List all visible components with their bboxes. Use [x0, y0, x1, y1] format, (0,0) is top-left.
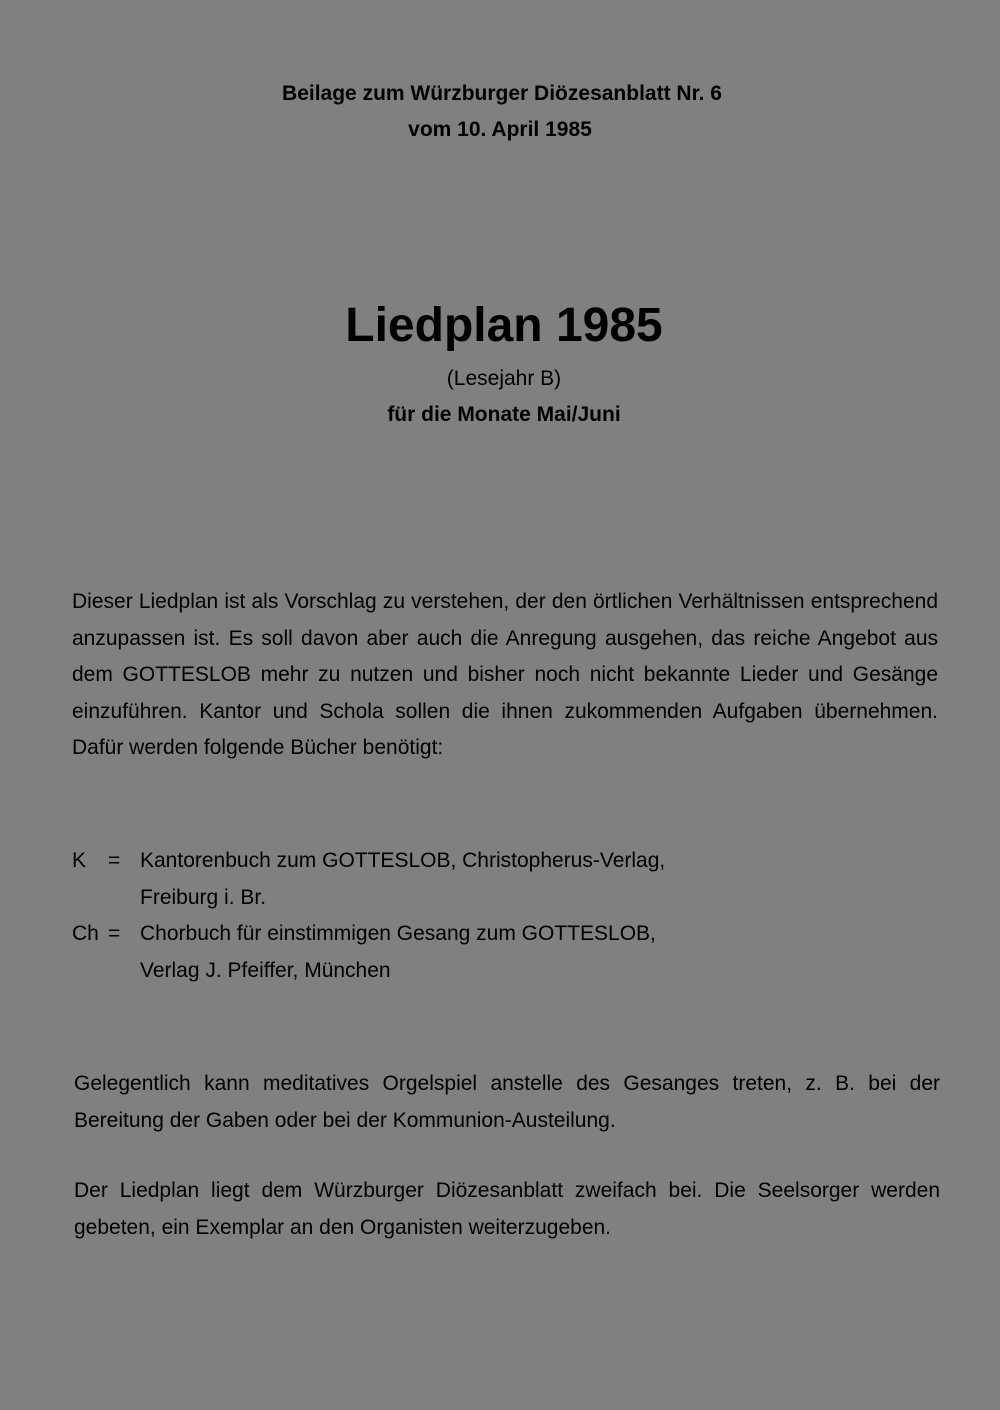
abbreviation-kantorenbuch [72, 843, 952, 916]
abbreviation-text: Kantorenbuch zum GOTTESLOB, Christopherus-Verlag, [140, 849, 666, 872]
reading-year: (Lesejahr B) [446, 367, 562, 390]
abbreviation-key: Ch [72, 922, 99, 945]
abbreviation-key: K [72, 849, 87, 872]
equals-sign: = [108, 849, 121, 872]
intro-paragraph: Dieser Liedplan ist als Vorschlag zu verstehen, der den örtlichen Verhältnissen entsprechend anzupassen ist. Es soll davon aber auch die Anregung ausgehen, das reiche Angebot aus dem GOTTESLOB mehr zu nutzen und bisher noch nicht bekannte Lieder und Gesänge einzuführen. Kantor und Schola sollen die ihnen zukommenden Aufgaben übernehmen. Dafür werden folgende Bücher benötigt: [72, 590, 938, 759]
abbreviation-chorbuch [72, 916, 952, 989]
equals-sign: = [108, 922, 121, 945]
abbreviation-text-continued: Freiburg i. Br. [140, 885, 267, 909]
title-block [0, 296, 1000, 430]
closing-paragraph: Der Liedplan liegt dem Würzburger Diözesanblatt zweifach bei. Die Seelsorger werden gebeten, ein Exemplar an den Organisten weiterzugeben. [74, 1179, 940, 1239]
organ-note-paragraph: Gelegentlich kann meditatives Orgelspiel anstelle des Gesanges treten, z. B. bei der Bereitung der Gaben oder bei der Kommunion-Austeilung. [74, 1072, 940, 1132]
supplement-line: Beilage zum Würzburger Diözesanblatt Nr. 6 [282, 82, 722, 105]
abbreviation-text: Chorbuch für einstimmigen Gesang zum GOTTESLOB, [140, 922, 656, 945]
abbreviation-text-continued: Verlag J. Pfeiffer, München [140, 958, 391, 982]
page-title: Liedplan 1985 [345, 299, 663, 352]
supplement-date: vom 10. April 1985 [408, 118, 592, 141]
months-line: für die Monate Mai/Juni [387, 403, 621, 426]
supplement-header [0, 76, 1000, 148]
